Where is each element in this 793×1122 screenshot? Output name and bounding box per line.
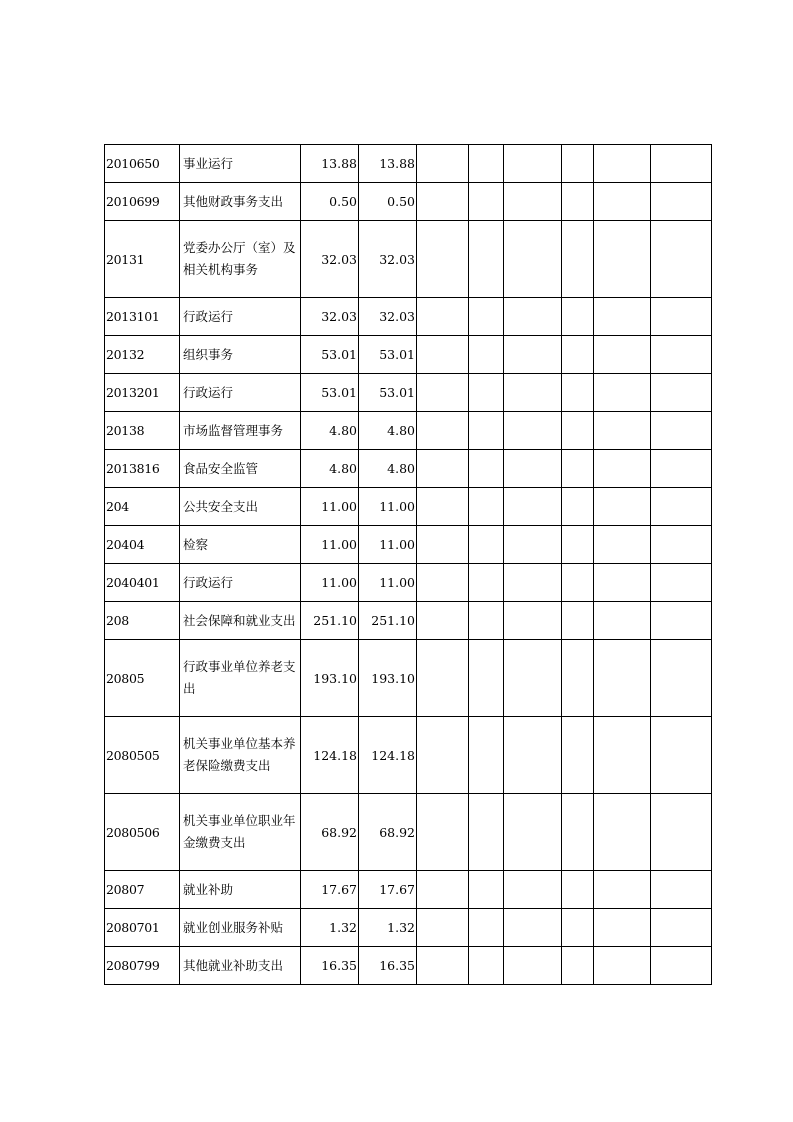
account-name-cell: 事业运行	[180, 145, 301, 183]
empty-cell	[417, 909, 469, 947]
empty-cell	[417, 412, 469, 450]
empty-cell	[651, 450, 712, 488]
basic-expenditure-cell: 1.32	[359, 909, 417, 947]
empty-cell	[651, 640, 712, 717]
empty-cell	[504, 412, 562, 450]
empty-cell	[594, 947, 651, 985]
total-amount-cell: 1.32	[301, 909, 359, 947]
account-code-cell: 2040401	[105, 564, 180, 602]
account-name-cell: 其他就业补助支出	[180, 947, 301, 985]
total-amount-cell: 32.03	[301, 221, 359, 298]
basic-expenditure-cell: 251.10	[359, 602, 417, 640]
empty-cell	[469, 602, 504, 640]
empty-cell	[562, 221, 594, 298]
account-code-cell: 20807	[105, 871, 180, 909]
empty-cell	[594, 145, 651, 183]
empty-cell	[651, 909, 712, 947]
account-name-cell: 公共安全支出	[180, 488, 301, 526]
empty-cell	[594, 450, 651, 488]
table-row	[105, 374, 712, 412]
empty-cell	[504, 564, 562, 602]
empty-cell	[417, 640, 469, 717]
empty-cell	[651, 526, 712, 564]
basic-expenditure-cell: 11.00	[359, 488, 417, 526]
account-name-cell: 行政运行	[180, 298, 301, 336]
table-row	[105, 947, 712, 985]
empty-cell	[504, 145, 562, 183]
account-name-cell: 其他财政事务支出	[180, 183, 301, 221]
table-row	[105, 717, 712, 794]
empty-cell	[504, 488, 562, 526]
total-amount-cell: 53.01	[301, 336, 359, 374]
empty-cell	[504, 336, 562, 374]
empty-cell	[562, 640, 594, 717]
empty-cell	[504, 298, 562, 336]
account-code-cell: 2013101	[105, 298, 180, 336]
account-code-cell: 20131	[105, 221, 180, 298]
empty-cell	[417, 221, 469, 298]
empty-cell	[651, 336, 712, 374]
empty-cell	[562, 947, 594, 985]
empty-cell	[504, 602, 562, 640]
empty-cell	[562, 602, 594, 640]
table-row	[105, 412, 712, 450]
empty-cell	[417, 183, 469, 221]
table-row	[105, 488, 712, 526]
basic-expenditure-cell: 32.03	[359, 221, 417, 298]
empty-cell	[562, 564, 594, 602]
empty-cell	[651, 947, 712, 985]
empty-cell	[469, 374, 504, 412]
account-name-cell: 组织事务	[180, 336, 301, 374]
empty-cell	[417, 374, 469, 412]
basic-expenditure-cell: 32.03	[359, 298, 417, 336]
table-row	[105, 183, 712, 221]
empty-cell	[562, 909, 594, 947]
empty-cell	[469, 947, 504, 985]
empty-cell	[594, 602, 651, 640]
empty-cell	[594, 374, 651, 412]
empty-cell	[651, 412, 712, 450]
empty-cell	[469, 640, 504, 717]
empty-cell	[417, 488, 469, 526]
table-row	[105, 564, 712, 602]
empty-cell	[651, 564, 712, 602]
empty-cell	[504, 374, 562, 412]
total-amount-cell: 124.18	[301, 717, 359, 794]
empty-cell	[504, 909, 562, 947]
basic-expenditure-cell: 0.50	[359, 183, 417, 221]
account-name-cell: 行政运行	[180, 564, 301, 602]
empty-cell	[651, 221, 712, 298]
empty-cell	[469, 145, 504, 183]
table-row	[105, 871, 712, 909]
empty-cell	[469, 298, 504, 336]
empty-cell	[504, 947, 562, 985]
account-code-cell: 20805	[105, 640, 180, 717]
empty-cell	[469, 336, 504, 374]
empty-cell	[417, 336, 469, 374]
account-code-cell: 2080505	[105, 717, 180, 794]
empty-cell	[562, 374, 594, 412]
account-code-cell: 204	[105, 488, 180, 526]
total-amount-cell: 11.00	[301, 488, 359, 526]
empty-cell	[417, 947, 469, 985]
basic-expenditure-cell: 4.80	[359, 412, 417, 450]
empty-cell	[594, 909, 651, 947]
account-name-cell: 检察	[180, 526, 301, 564]
basic-expenditure-cell: 53.01	[359, 336, 417, 374]
table-row	[105, 221, 712, 298]
empty-cell	[469, 183, 504, 221]
empty-cell	[594, 640, 651, 717]
empty-cell	[651, 374, 712, 412]
empty-cell	[469, 488, 504, 526]
empty-cell	[594, 412, 651, 450]
account-name-cell: 行政运行	[180, 374, 301, 412]
table-row	[105, 794, 712, 871]
account-name-cell: 党委办公厅（室）及相关机构事务	[180, 221, 301, 298]
empty-cell	[504, 717, 562, 794]
account-name-cell: 机关事业单位职业年金缴费支出	[180, 794, 301, 871]
table-row	[105, 450, 712, 488]
account-name-cell: 行政事业单位养老支出	[180, 640, 301, 717]
basic-expenditure-cell: 13.88	[359, 145, 417, 183]
empty-cell	[594, 183, 651, 221]
empty-cell	[469, 564, 504, 602]
total-amount-cell: 53.01	[301, 374, 359, 412]
empty-cell	[469, 526, 504, 564]
empty-cell	[504, 450, 562, 488]
empty-cell	[504, 794, 562, 871]
empty-cell	[417, 602, 469, 640]
account-name-cell: 机关事业单位基本养老保险缴费支出	[180, 717, 301, 794]
empty-cell	[562, 336, 594, 374]
basic-expenditure-cell: 193.10	[359, 640, 417, 717]
account-code-cell: 2080506	[105, 794, 180, 871]
basic-expenditure-cell: 17.67	[359, 871, 417, 909]
empty-cell	[469, 909, 504, 947]
empty-cell	[469, 412, 504, 450]
table-body	[105, 145, 712, 985]
account-code-cell: 208	[105, 602, 180, 640]
empty-cell	[594, 526, 651, 564]
account-name-cell: 市场监督管理事务	[180, 412, 301, 450]
account-code-cell: 2080799	[105, 947, 180, 985]
basic-expenditure-cell: 16.35	[359, 947, 417, 985]
empty-cell	[417, 717, 469, 794]
account-name-cell: 就业补助	[180, 871, 301, 909]
empty-cell	[562, 871, 594, 909]
empty-cell	[469, 871, 504, 909]
table-row	[105, 602, 712, 640]
empty-cell	[417, 298, 469, 336]
table-row	[105, 298, 712, 336]
empty-cell	[417, 145, 469, 183]
total-amount-cell: 68.92	[301, 794, 359, 871]
empty-cell	[504, 221, 562, 298]
account-code-cell: 2080701	[105, 909, 180, 947]
empty-cell	[417, 871, 469, 909]
empty-cell	[469, 221, 504, 298]
empty-cell	[651, 717, 712, 794]
account-code-cell: 2010699	[105, 183, 180, 221]
empty-cell	[504, 640, 562, 717]
account-name-cell: 就业创业服务补贴	[180, 909, 301, 947]
empty-cell	[594, 564, 651, 602]
expenditure-table	[104, 144, 712, 985]
empty-cell	[469, 717, 504, 794]
total-amount-cell: 11.00	[301, 526, 359, 564]
empty-cell	[417, 526, 469, 564]
table-row	[105, 145, 712, 183]
empty-cell	[562, 183, 594, 221]
empty-cell	[651, 183, 712, 221]
basic-expenditure-cell: 124.18	[359, 717, 417, 794]
empty-cell	[562, 717, 594, 794]
empty-cell	[651, 871, 712, 909]
basic-expenditure-cell: 68.92	[359, 794, 417, 871]
empty-cell	[417, 564, 469, 602]
empty-cell	[594, 298, 651, 336]
basic-expenditure-cell: 11.00	[359, 526, 417, 564]
account-code-cell: 2010650	[105, 145, 180, 183]
empty-cell	[594, 794, 651, 871]
basic-expenditure-cell: 11.00	[359, 564, 417, 602]
empty-cell	[504, 526, 562, 564]
empty-cell	[504, 183, 562, 221]
empty-cell	[562, 145, 594, 183]
table-row	[105, 909, 712, 947]
total-amount-cell: 32.03	[301, 298, 359, 336]
empty-cell	[594, 221, 651, 298]
account-code-cell: 20132	[105, 336, 180, 374]
empty-cell	[469, 450, 504, 488]
total-amount-cell: 13.88	[301, 145, 359, 183]
empty-cell	[469, 794, 504, 871]
account-code-cell: 20138	[105, 412, 180, 450]
empty-cell	[562, 412, 594, 450]
empty-cell	[594, 717, 651, 794]
empty-cell	[562, 488, 594, 526]
empty-cell	[417, 794, 469, 871]
empty-cell	[562, 450, 594, 488]
table-row	[105, 640, 712, 717]
total-amount-cell: 0.50	[301, 183, 359, 221]
empty-cell	[562, 526, 594, 564]
account-code-cell: 2013816	[105, 450, 180, 488]
total-amount-cell: 17.67	[301, 871, 359, 909]
empty-cell	[651, 602, 712, 640]
empty-cell	[417, 450, 469, 488]
empty-cell	[651, 145, 712, 183]
empty-cell	[562, 794, 594, 871]
basic-expenditure-cell: 4.80	[359, 450, 417, 488]
empty-cell	[651, 794, 712, 871]
empty-cell	[594, 336, 651, 374]
empty-cell	[594, 871, 651, 909]
empty-cell	[651, 488, 712, 526]
total-amount-cell: 16.35	[301, 947, 359, 985]
total-amount-cell: 4.80	[301, 412, 359, 450]
account-name-cell: 食品安全监管	[180, 450, 301, 488]
table-row	[105, 336, 712, 374]
total-amount-cell: 251.10	[301, 602, 359, 640]
empty-cell	[651, 298, 712, 336]
basic-expenditure-cell: 53.01	[359, 374, 417, 412]
empty-cell	[594, 488, 651, 526]
account-name-cell: 社会保障和就业支出	[180, 602, 301, 640]
empty-cell	[562, 298, 594, 336]
total-amount-cell: 4.80	[301, 450, 359, 488]
empty-cell	[504, 871, 562, 909]
total-amount-cell: 193.10	[301, 640, 359, 717]
total-amount-cell: 11.00	[301, 564, 359, 602]
account-code-cell: 20404	[105, 526, 180, 564]
table-row	[105, 526, 712, 564]
account-code-cell: 2013201	[105, 374, 180, 412]
